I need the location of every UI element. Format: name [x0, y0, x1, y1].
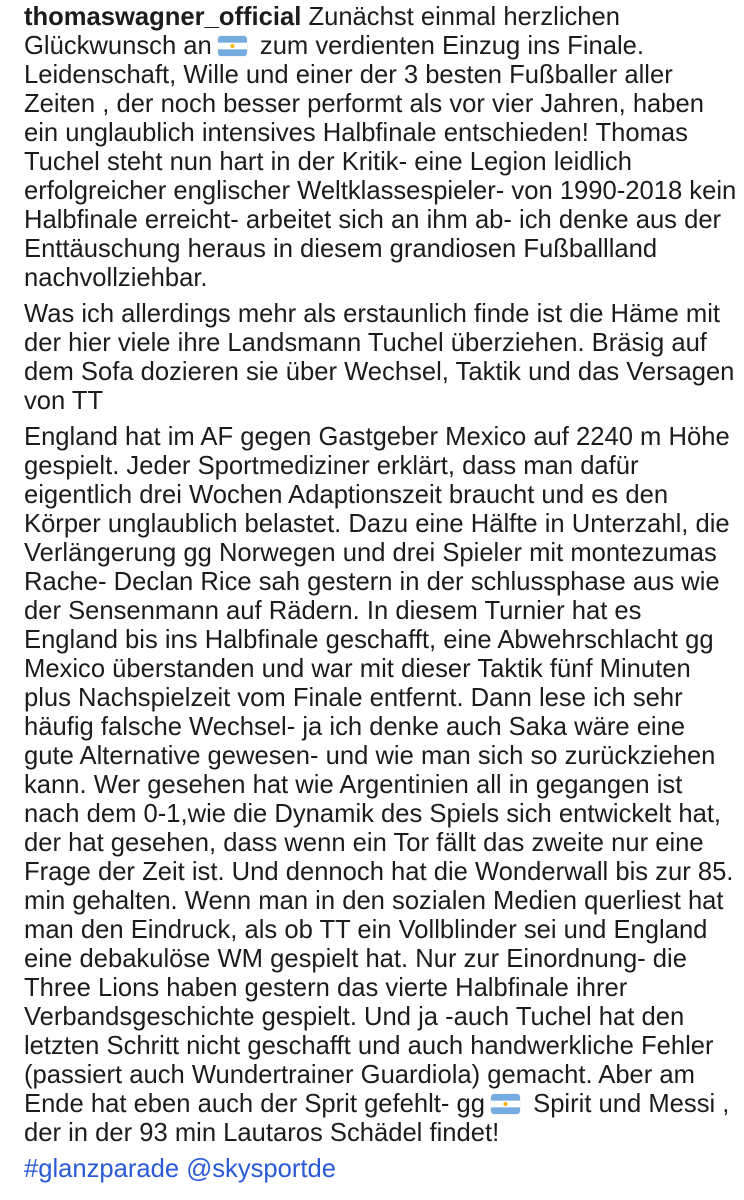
username-link[interactable]: thomaswagner_official: [24, 3, 302, 31]
caption-paragraph-3: [24, 423, 738, 1148]
caption-tags: [24, 1155, 738, 1184]
mention-link[interactable]: @skysportde: [186, 1155, 336, 1183]
caption-text: Zunächst einmal herzlichen Glückwunsch an: [24, 3, 621, 60]
caption-paragraph-2: Was ich allerdings mehr als erstaunlich finde ist die Häme mit der hier viele ihre Landsmann Tuchel überziehen. Bräsig auf dem Sofa dozieren sie über Wechsel, Taktik und das Versagen von TT: [24, 300, 735, 415]
caption-text: zum verdienten Einzug ins Finale. Leidenschaft, Wille und einer der 3 besten Fußballer aller Zeiten , der noch besser performt als vor vier Jahren, haben ein unglaublich intensives Halbfinale entschieden! Thomas Tuchel steht nun hart in der Kritik- eine Legion leidlich erfolgreicher englischer Weltklassespieler- von 1990-2018 kein Halbfinale erreicht- arbeitet sich an ihm ab- ich denke aus der Enttäuschung heraus in diesem grandiosen Fußballland nachvollziehbar.: [24, 32, 737, 292]
argentina-flag-icon: [491, 1094, 520, 1114]
hashtag-link[interactable]: #glanzparade: [24, 1155, 180, 1183]
argentina-flag-icon: [218, 36, 247, 56]
post-caption: [24, 3, 738, 1184]
caption-text: Spirit und Messi , der in der 93 min Lautaros Schädel findet!: [24, 1090, 730, 1147]
caption-text: England hat im AF gegen Gastgeber Mexico auf 2240 m Höhe gespielt. Jeder Sportmediziner erklärt, dass man dafür eigentlich drei Wochen Adaptionszeit braucht und es den Körper unglaublich belastet. Dazu eine Hälfte in Unterzahl, die Verlängerung gg Norwegen und drei Spieler mit montezumas Rache- Declan Rice sah gestern in der schlussphase aus wie der Sensenmann auf Rädern. In diesem Turnier hat es England bis ins Halbfinale geschafft, eine Abwehrschlacht gg Mexico überstanden und war mit dieser Taktik fünf Minuten plus Nachspielzeit vom Finale entfernt. Dann lese ich sehr häufig falsche Wechsel- ja ich denke auch Saka wäre eine gute Alternative gewesen- und wie man sich so zurückziehen kann. Wer gesehen hat wie Argentinien all in gegangen ist nach dem 0-1,wie die Dynamik des Spiels sich entwickelt hat, der hat gesehen, dass wenn ein Tor fällt das zweite nur eine Frage der Zeit ist. Und dennoch hat die Wonderwall bis zur 85. min gehalten. Wenn man in den sozialen Medien querliest hat man den Eindruck, als ob TT ein Vollblinder sei und England eine debakulöse WM gespielt hat. Nur zur Einordnung- die Three Lions haben gestern das vierte Halbfinale ihrer Verbandsgeschichte gespielt. Und ja -auch Tuchel hat den letzten Schritt nicht geschafft und auch handwerkliche Fehler (passiert auch Wundertrainer Guardiola) gemacht. Aber am Ende hat eben auch der Sprit gefehlt- gg: [24, 423, 734, 1118]
caption-paragraph-1: [24, 3, 738, 293]
